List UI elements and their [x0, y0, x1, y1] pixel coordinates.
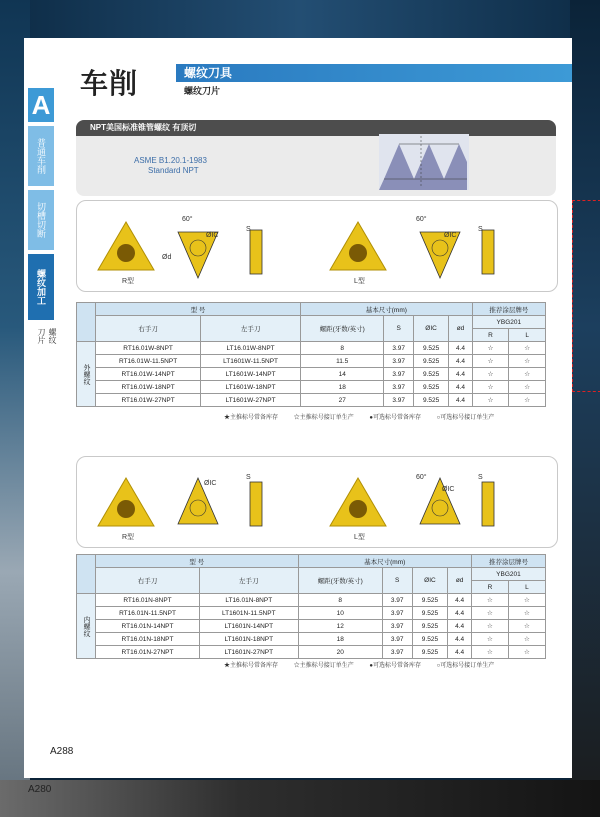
cell-right: RT16.01N-8NPT — [96, 594, 200, 607]
cell-r: ☆ — [472, 355, 509, 368]
cell-d: 4.4 — [448, 633, 472, 646]
header-pitch: 螺距(牙数/英寸) — [298, 568, 382, 594]
cell-s: 3.97 — [382, 620, 412, 633]
legend-item: ★主推标号常备库存 — [224, 663, 279, 669]
legend-item: ●可选标号常备库存 — [369, 415, 421, 421]
table-row — [77, 646, 546, 659]
header-dims: 基本尺寸(mm) — [300, 303, 472, 316]
external-left-angle-label: 60° — [416, 216, 427, 223]
page-number-outer: A280 — [28, 784, 52, 795]
cell-left: LT1601N-27NPT — [200, 646, 299, 659]
cell-d: 4.4 — [448, 646, 472, 659]
cell-right: RT16.01W-11.5NPT — [96, 355, 201, 368]
table-row — [77, 381, 546, 394]
cell-pitch: 11.5 — [300, 355, 384, 368]
internal-right-s-label: S — [246, 474, 251, 481]
cell-r: ☆ — [471, 646, 508, 659]
cell-l: ☆ — [508, 620, 545, 633]
header-grade-group: 推荐涂层牌号 — [472, 303, 545, 316]
cell-ic: 9.525 — [413, 342, 448, 355]
cell-left: LT1601W-14NPT — [201, 368, 301, 381]
external-right-d-label: Ød — [162, 254, 172, 261]
cell-right: RT16.01W-18NPT — [96, 381, 201, 394]
cell-ic: 9.525 — [412, 607, 448, 620]
legend-item: ○可选标号接订单生产 — [436, 663, 495, 669]
cell-d: 4.4 — [448, 594, 472, 607]
table-row — [77, 342, 546, 355]
cell-pitch: 14 — [300, 368, 384, 381]
table-corner-cell — [77, 555, 96, 594]
standard-line-1: ASME B1.20.1-1983 — [134, 156, 207, 165]
internal-left-ic-label: ØIC — [442, 486, 455, 493]
header-grade: YBG201 — [471, 568, 545, 581]
internal-right-insert-photo — [96, 476, 156, 530]
cell-l: ☆ — [508, 646, 545, 659]
cell-right: RT16.01N-14NPT — [96, 620, 200, 633]
cell-right: RT16.01W-8NPT — [96, 342, 201, 355]
page-title: 车削 — [80, 68, 139, 99]
standard-line-2: Standard NPT — [148, 166, 199, 175]
table-row — [77, 355, 546, 368]
cell-right: RT16.01W-14NPT — [96, 368, 201, 381]
background-bottom — [0, 780, 600, 817]
cell-r: ☆ — [472, 381, 509, 394]
table-header-row — [77, 316, 546, 329]
cell-s: 3.97 — [384, 342, 413, 355]
table-row — [77, 620, 546, 633]
header-l: L — [509, 329, 546, 342]
table-header-row — [77, 303, 546, 316]
spec-heading: NPT美国标准锥管螺纹 有顶切 — [76, 120, 556, 136]
cell-s: 3.97 — [384, 394, 413, 407]
background-top — [0, 0, 600, 38]
cell-ic: 9.525 — [413, 368, 448, 381]
sidebar-tab-threading[interactable]: 螺纹加工 — [28, 254, 54, 320]
cell-d: 4.4 — [449, 355, 472, 368]
external-thread-table — [76, 302, 546, 407]
legend-item: ●可选标号常备库存 — [369, 663, 421, 669]
page-number-inner: A288 — [50, 746, 74, 757]
header-l: L — [508, 581, 545, 594]
header-d: ød — [448, 568, 472, 594]
cell-ic: 9.525 — [413, 355, 448, 368]
cell-l: ☆ — [508, 633, 545, 646]
internal-right-label: R型 — [122, 534, 135, 541]
cell-left: LT16.01N-8NPT — [200, 594, 299, 607]
cell-left: LT1601W-11.5NPT — [201, 355, 301, 368]
cell-s: 3.97 — [382, 633, 412, 646]
cell-l: ☆ — [509, 368, 546, 381]
header-grade: YBG201 — [472, 316, 545, 329]
external-left-s-label: S — [478, 226, 483, 233]
section-sidebar — [24, 88, 58, 348]
table-header-row — [77, 555, 546, 568]
section-letter: A — [28, 88, 54, 122]
header-right: 右手刀 — [96, 316, 201, 342]
cell-ic: 9.525 — [412, 594, 448, 607]
external-right-insert-drawing — [172, 212, 272, 286]
decorative-dashed-frame — [572, 200, 600, 392]
catalog-page — [24, 38, 572, 778]
external-right-angle-label: 60° — [182, 216, 193, 223]
cell-pitch: 10 — [298, 607, 382, 620]
cell-left: LT1601N-18NPT — [200, 633, 299, 646]
internal-thread-table — [76, 554, 546, 659]
external-left-ic-label: ØIC — [444, 232, 457, 239]
cell-l: ☆ — [509, 342, 546, 355]
legend-item: ☆主推标号接订单生产 — [293, 415, 354, 421]
cell-ic: 9.525 — [413, 381, 448, 394]
table-corner-cell — [77, 303, 96, 342]
cell-pitch: 27 — [300, 394, 384, 407]
cell-pitch: 8 — [300, 342, 384, 355]
cell-d: 4.4 — [449, 342, 472, 355]
cell-d: 4.4 — [448, 607, 472, 620]
cell-s: 3.97 — [384, 368, 413, 381]
internal-left-s-label: S — [478, 474, 483, 481]
internal-side-label: 内螺纹 — [77, 594, 96, 659]
cell-l: ☆ — [509, 394, 546, 407]
header-left: 左手刀 — [201, 316, 301, 342]
header-r: R — [471, 581, 508, 594]
table-header-row — [77, 568, 546, 581]
cell-ic: 9.525 — [412, 646, 448, 659]
cell-l: ☆ — [509, 355, 546, 368]
cell-pitch: 18 — [298, 633, 382, 646]
cell-ic: 9.525 — [412, 633, 448, 646]
external-right-s-label: S — [246, 226, 251, 233]
internal-right-ic-label: ØIC — [204, 480, 217, 487]
external-left-label: L型 — [354, 278, 365, 285]
internal-left-angle-label: 60° — [416, 474, 427, 481]
external-left-insert-drawing — [404, 212, 504, 286]
subcategory-title: 螺纹刀片 — [184, 86, 221, 96]
cell-s: 3.97 — [384, 355, 413, 368]
header-s: S — [382, 568, 412, 594]
external-right-label: R型 — [122, 278, 135, 285]
title-bar — [176, 64, 572, 82]
table-row — [77, 633, 546, 646]
sidebar-tab-grooving[interactable]: 切槽切断 — [28, 190, 54, 250]
cell-l: ☆ — [508, 594, 545, 607]
external-side-label: 外螺纹 — [77, 342, 96, 407]
cell-right: RT16.01N-27NPT — [96, 646, 200, 659]
cell-l: ☆ — [508, 607, 545, 620]
table-row — [77, 368, 546, 381]
header-s: S — [384, 316, 413, 342]
external-legend — [224, 412, 508, 421]
table-row — [77, 594, 546, 607]
cell-pitch: 20 — [298, 646, 382, 659]
external-right-ic-label: ØIC — [206, 232, 219, 239]
header-ic: ØIC — [413, 316, 448, 342]
cell-left: LT1601W-18NPT — [201, 381, 301, 394]
internal-left-insert-photo — [328, 476, 388, 530]
cell-l: ☆ — [509, 381, 546, 394]
cell-left: LT16.01W-8NPT — [201, 342, 301, 355]
cell-r: ☆ — [471, 620, 508, 633]
header-left: 左手刀 — [200, 568, 299, 594]
category-title: 螺纹刀具 — [184, 66, 233, 80]
cell-s: 3.97 — [382, 646, 412, 659]
cell-d: 4.4 — [448, 620, 472, 633]
header-dims: 基本尺寸(mm) — [298, 555, 471, 568]
table-row — [77, 394, 546, 407]
internal-legend — [224, 660, 508, 669]
cell-r: ☆ — [472, 342, 509, 355]
header-grade-group: 推荐涂层牌号 — [471, 555, 545, 568]
header-right: 右手刀 — [96, 568, 200, 594]
table-row — [77, 607, 546, 620]
cell-r: ☆ — [472, 394, 509, 407]
internal-left-label: L型 — [354, 534, 365, 541]
cell-r: ☆ — [471, 633, 508, 646]
cell-d: 4.4 — [449, 381, 472, 394]
cell-ic: 9.525 — [412, 620, 448, 633]
cell-s: 3.97 — [382, 607, 412, 620]
sidebar-tab-turning[interactable]: 普通车削 — [28, 126, 54, 186]
background-right — [570, 0, 600, 817]
header-model: 型 号 — [96, 555, 299, 568]
internal-right-insert-drawing — [172, 468, 272, 542]
external-right-insert-photo — [96, 220, 156, 274]
sidebar-sub-label: 螺纹刀片 — [37, 328, 57, 344]
cell-r: ☆ — [471, 594, 508, 607]
cell-right: RT16.01N-18NPT — [96, 633, 200, 646]
cell-pitch: 8 — [298, 594, 382, 607]
legend-item: ★主推标号常备库存 — [224, 415, 279, 421]
cell-left: LT1601N-14NPT — [200, 620, 299, 633]
cell-d: 4.4 — [449, 394, 472, 407]
cell-left: LT1601N-11.5NPT — [200, 607, 299, 620]
legend-item: ○可选标号接订单生产 — [436, 415, 495, 421]
external-left-insert-photo — [328, 220, 388, 274]
cell-right: RT16.01N-11.5NPT — [96, 607, 200, 620]
header-r: R — [472, 329, 509, 342]
cell-pitch: 12 — [298, 620, 382, 633]
header-d: ød — [449, 316, 472, 342]
header-pitch: 螺距(牙数/英寸) — [300, 316, 384, 342]
cell-ic: 9.525 — [413, 394, 448, 407]
cell-left: LT1601W-27NPT — [201, 394, 301, 407]
cell-r: ☆ — [472, 368, 509, 381]
cell-s: 3.97 — [382, 594, 412, 607]
cell-s: 3.97 — [384, 381, 413, 394]
legend-item: ☆主推标号接订单生产 — [293, 663, 354, 669]
thread-profile-diagram — [379, 134, 469, 190]
header-model: 型 号 — [96, 303, 301, 316]
cell-r: ☆ — [471, 607, 508, 620]
cell-d: 4.4 — [449, 368, 472, 381]
cell-pitch: 18 — [300, 381, 384, 394]
header-ic: ØIC — [412, 568, 448, 594]
cell-right: RT16.01W-27NPT — [96, 394, 201, 407]
